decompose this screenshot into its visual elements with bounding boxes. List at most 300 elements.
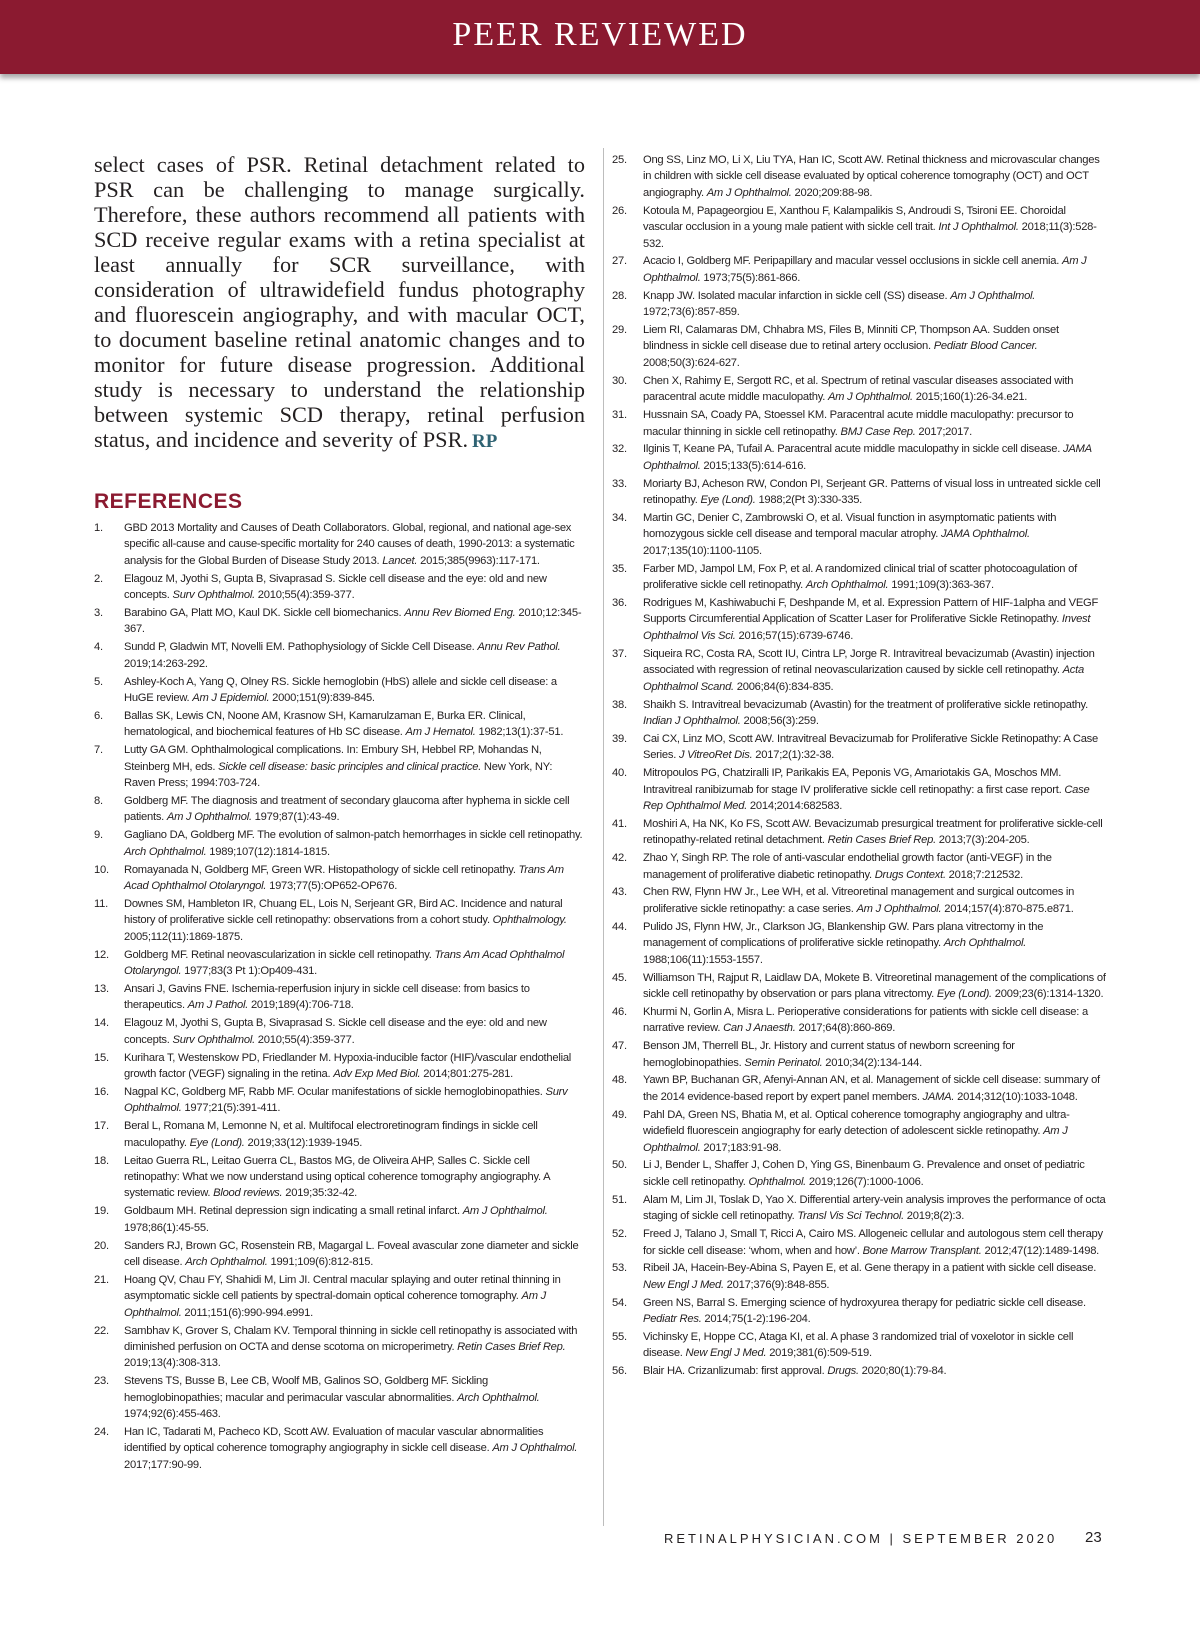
reference-text [643, 512, 1056, 557]
reference-volume: 2019;126(7):1000-1006. [806, 1175, 924, 1188]
reference-text [643, 154, 1100, 199]
reference-volume: 2014;157(4):870-875.e871. [941, 902, 1074, 915]
closing-paragraph-text: select cases of PSR. Retinal detachment related to PSR can be challenging to manage surgically. Therefore, these authors recommend all patients with SCD receive regular exams with a retina specialist at least annually for SCR surveillance, with consideration of ultrawidefield fundus photography and fluorescein angiography, and with macular OCT, to document baseline retinal anatomic changes and to monitor for future disease progression. Additional study is necessary to understand the relationship between systemic SCD therapy, retinal perfusion status, and incidence and severity of PSR. [94, 152, 585, 452]
reference-text [643, 818, 1102, 846]
reference-citation: Nagpal KC, Goldberg MF, Rabb MF. Ocular manifestations of sickle hemoglobinopathies. [124, 1085, 546, 1098]
reference-number: 27. [612, 255, 627, 268]
reference-volume: 2015;160(1):26-34.e21. [912, 391, 1028, 404]
reference-item [612, 561, 1106, 594]
reference-journal: Eye (Lond). [700, 494, 756, 507]
reference-item [612, 884, 1106, 917]
reference-number: 49. [612, 1108, 627, 1121]
reference-number: 35. [612, 562, 627, 575]
reference-text [124, 864, 564, 892]
reference-item [612, 1260, 1106, 1293]
reference-number: 17. [94, 1120, 109, 1133]
reference-text [643, 255, 1086, 283]
reference-journal: Am J Ophthalmol. [166, 811, 252, 824]
reference-journal: Can J Anaesth. [723, 1022, 796, 1035]
reference-item [612, 407, 1106, 440]
reference-volume: 2019;35:32-42. [282, 1187, 358, 1200]
reference-citation: Ilginis T, Keane PA, Tufail A. Paracentral acute middle maculopathy in sickle cell disease. [643, 443, 1063, 456]
reference-text [643, 1365, 946, 1377]
reference-number: 53. [612, 1262, 627, 1275]
reference-journal: BMJ Case Rep. [840, 425, 916, 438]
reference-journal: Surv Ophthalmol. [172, 589, 255, 602]
reference-text [124, 1155, 550, 1200]
reference-list-right [612, 152, 1106, 1380]
reference-journal: Pediatr Res. [643, 1313, 702, 1326]
reference-text [643, 1331, 1073, 1359]
reference-journal: Ophthalmology. [492, 914, 567, 927]
reference-number: 23. [94, 1375, 109, 1388]
reference-volume: 2019;381(6):509-519. [766, 1347, 872, 1360]
reference-number: 6. [94, 709, 103, 722]
column-divider [603, 148, 604, 1526]
reference-citation: Mitropoulos PG, Chatziralli IP, Parikakis EA, Peponis VG, Amariotakis GA, Moschos MM. Intravitreal ranibizumab for stage IV proliferative sickle cell retinopathy: a first case report. [643, 767, 1065, 796]
reference-item [612, 1226, 1106, 1259]
reference-text [124, 607, 581, 635]
reference-journal: Lancet. [382, 554, 418, 567]
reference-text [124, 522, 574, 567]
reference-item [94, 947, 585, 980]
left-column [94, 152, 585, 1475]
reference-citation: Kurihara T, Westenskow PD, Friedlander M. Hypoxia-inducible factor (HIF)/vascular endothelial growth factor (VEGF) signaling in the retina. [124, 1051, 572, 1080]
reference-journal: Am J Ophthalmol. [827, 391, 913, 404]
reference-item [612, 1295, 1106, 1328]
reference-text [643, 1194, 1106, 1222]
reference-volume: 2014;312(10):1033-1048. [954, 1090, 1078, 1103]
reference-volume: 1977;83(3 Pt 1):Op409-431. [181, 965, 318, 978]
reference-text [643, 409, 1073, 437]
reference-number: 51. [612, 1193, 627, 1206]
reference-item [612, 1038, 1106, 1071]
reference-number: 14. [94, 1017, 109, 1030]
reference-volume: 2014;801:275-281. [420, 1068, 513, 1080]
reference-number: 1. [94, 522, 103, 534]
reference-item [94, 793, 585, 826]
reference-citation: Gagliano DA, Goldberg MF. The evolution of salmon-patch hemorrhages in sickle cell retinopathy. [124, 829, 583, 842]
reference-text [643, 1074, 1100, 1102]
reference-text [643, 563, 1077, 591]
reference-citation: Vichinsky E, Hoppe CC, Ataga KI, et al. A phase 3 randomized trial of voxelotor in sickle cell disease. [643, 1331, 1074, 1360]
reference-journal: Am J Ophthalmol. [643, 255, 1087, 284]
reference-journal: Drugs. [827, 1365, 859, 1378]
reference-number: 13. [94, 982, 109, 995]
reference-volume: 1989;107(12):1814-1815. [206, 845, 330, 858]
reference-number: 44. [612, 920, 627, 933]
reference-number: 2. [94, 572, 103, 585]
reference-text [643, 921, 1043, 966]
reference-number: 54. [612, 1296, 627, 1309]
reference-text [643, 443, 1091, 471]
reference-journal: Am J Epidemiol. [192, 692, 270, 705]
reference-citation: Ribeil JA, Hacein-Bey-Abina S, Payen E, et al. Gene therapy in a patient with sickle cell disease. [643, 1262, 1097, 1275]
reference-number: 31. [612, 409, 627, 422]
reference-citation: Elagouz M, Jyothi S, Gupta B, Sivaprasad S. Sickle cell disease and the eye: old and new concepts. [124, 572, 547, 602]
reference-journal: Am J Ophthalmol. [706, 186, 792, 199]
reference-volume: 2017;183:91-98. [700, 1141, 782, 1154]
reference-item [612, 1072, 1106, 1105]
reference-journal: Case Rep Ophthalmol Med. [643, 783, 1090, 812]
reference-item [94, 605, 585, 638]
reference-text [643, 1159, 1085, 1187]
reference-volume: 2020;209:88-98. [791, 186, 873, 199]
reference-journal: Retin Cases Brief Rep. [827, 834, 936, 847]
reference-number: 34. [612, 512, 627, 525]
reference-number: 15. [94, 1051, 109, 1064]
reference-citation: Downes SM, Hambleton IR, Chuang EL, Lois N, Serjeant GR, Bird AC. Incidence and natural history of proliferative sickle cell retinopathy: observations from a cohort study. [124, 897, 563, 927]
reference-citation: Farber MD, Jampol LM, Fox P, et al. A randomized clinical trial of scatter photocoagulation of proliferative sickle cell retinopathy. [643, 562, 1077, 592]
reference-text [124, 676, 557, 704]
reference-number: 38. [612, 698, 627, 711]
reference-citation: Beral L, Romana M, Lemonne N, et al. Multifocal electroretinogram findings in sickle cell maculopathy. [124, 1120, 538, 1149]
reference-item [612, 1363, 1106, 1379]
reference-journal: JAMA. [922, 1090, 955, 1103]
reference-item [612, 510, 1106, 559]
reference-journal: Trans Am Acad Ophthalmol Otolaryngol. [124, 948, 565, 978]
reference-text [124, 983, 530, 1011]
reference-item [94, 708, 585, 741]
end-mark: RP [472, 431, 498, 452]
reference-item [612, 322, 1106, 371]
closing-paragraph [94, 152, 585, 454]
reference-citation: GBD 2013 Mortality and Causes of Death Collaborators. Global, regional, and national age-sex specific all-cause and cause-specific mortality for 240 causes of death, 1990-2013: a systematic analysis for the Global Burden of Disease Study 2013. [124, 522, 575, 567]
reference-citation: Goldberg MF. Retinal neovascularization in sickle cell retinopathy. [124, 948, 435, 961]
reference-item [94, 1323, 585, 1372]
reference-volume: New York, NY: Raven Press; 1994:703-724. [124, 760, 553, 790]
reference-item [94, 1118, 585, 1151]
reference-journal: Surv Ophthalmol. [124, 1085, 568, 1115]
reference-volume: 1988;2(Pt 3):330-335. [755, 494, 863, 507]
reference-volume: 1982;13(1):37-51. [475, 726, 564, 739]
reference-text [643, 733, 1098, 761]
reference-journal: Int J Ophthalmol. [938, 221, 1019, 234]
reference-text [643, 1040, 1015, 1068]
reference-volume: 2008;50(3):624-627. [643, 356, 740, 369]
reference-text [643, 597, 1098, 642]
reference-text [643, 290, 1035, 318]
reference-item [612, 441, 1106, 474]
reference-number: 45. [612, 971, 627, 984]
reference-citation: Williamson TH, Rajput R, Laidlaw DA, Mokete B. Vitreoretinal management of the complications of sickle cell retinopathy by observation or pars plana vitrectomy. [643, 971, 1106, 1000]
reference-journal: Am J Ophthalmol. [492, 1442, 578, 1455]
reference-citation: Goldbaum MH. Retinal depression sign indicating a small retinal infarct. [124, 1205, 463, 1218]
reference-volume: 2019;13(4):308-313. [124, 1357, 221, 1370]
reference-journal: Arch Ophthalmol. [185, 1255, 268, 1268]
reference-item [612, 595, 1106, 644]
reference-journal: Surv Ophthalmol. [172, 1033, 255, 1046]
reference-text [643, 1006, 1088, 1034]
reference-number: 43. [612, 886, 627, 899]
reference-item [94, 1084, 585, 1117]
reference-journal: Am J Ophthalmol. [124, 1290, 547, 1319]
reference-number: 56. [612, 1365, 627, 1378]
reference-number: 25. [612, 154, 627, 166]
reference-journal: Transl Vis Sci Technol. [797, 1210, 904, 1223]
reference-journal: Bone Marrow Transplant. [862, 1244, 982, 1257]
reference-volume: 2012;47(12):1489-1498. [981, 1244, 1100, 1257]
reference-journal: Am J Ophthalmol. [856, 902, 942, 915]
reference-number: 36. [612, 597, 627, 610]
reference-volume: 2010;12:345-367. [124, 607, 582, 636]
reference-citation: Freed J, Talano J, Small T, Ricci A, Cairo MS. Allogeneic cellular and autologous stem cell therapy for sickle cell disease: ‘whom, when and how’. [643, 1228, 1103, 1257]
reference-text [124, 573, 547, 601]
reference-volume: 2018;7:212532. [945, 868, 1023, 881]
reference-number: 18. [94, 1154, 109, 1167]
reference-journal: Blood reviews. [213, 1187, 283, 1200]
reference-text [124, 1274, 561, 1319]
reference-text [124, 795, 569, 823]
reference-text [643, 375, 1073, 403]
reference-journal: Trans Am Acad Ophthalmol Otolaryngol. [124, 863, 564, 893]
reference-volume: 2019;189(4):706-718. [248, 999, 354, 1012]
reference-number: 8. [94, 795, 103, 807]
reference-item [94, 1050, 585, 1083]
reference-citation: Zhao Y, Singh RP. The role of anti-vascular endothelial growth factor (anti-VEGF) in the management of proliferative diabetic retinopathy. [643, 852, 1052, 881]
reference-number: 9. [94, 829, 103, 842]
reference-citation: Shaikh S. Intravitreal bevacizumab (Avastin) for the treatment of proliferative sickle retinopathy. [643, 698, 1088, 711]
reference-citation: Stevens TS, Busse B, Lee CB, Woolf MB, Galinos SO, Goldberg MF. Sickling hemoglobinopathies; macular and perimacular vascular abnormalities. [124, 1375, 488, 1404]
reference-number: 21. [94, 1273, 109, 1286]
reference-volume: 2017;64(8):860-869. [795, 1022, 896, 1035]
reference-volume: 1991;109(3):363-367. [888, 579, 994, 592]
reference-volume: 1978;86(1):45-55. [124, 1221, 209, 1234]
reference-number: 16. [94, 1085, 109, 1098]
reference-journal: JAMA Ophthalmol. [940, 528, 1030, 541]
reference-text [124, 710, 563, 738]
reference-citation: Cai CX, Linz MO, Scott AW. Intravitreal Bevacizumab for Proliferative Sickle Retinopathy: A Case Series. [643, 732, 1098, 762]
reference-citation: Ong SS, Linz MO, Li X, Liu TYA, Han IC, Scott AW. Retinal thickness and microvascular changes in children with sickle cell disease evaluated by optical coherence tomography (OCT) and OCT angiography. [643, 154, 1100, 199]
reference-item [94, 827, 585, 860]
reference-citation: Benson JM, Therrell BL, Jr. History and current status of newborn screening for hemoglobinopathies. [643, 1040, 1015, 1069]
reference-text [124, 1086, 568, 1114]
reference-item [94, 742, 585, 791]
reference-item [94, 1153, 585, 1202]
reference-text [124, 1120, 538, 1148]
reference-volume: 1977;21(5):391-411. [181, 1102, 281, 1115]
reference-volume: 2011;151(6):990-994.e991. [181, 1306, 313, 1319]
reference-citation: Green NS, Barral S. Emerging science of hydroxyurea therapy for pediatric sickle cell disease. [643, 1296, 1086, 1309]
reference-citation: Hussnain SA, Coady PA, Stoessel KM. Paracentral acute middle maculopathy: precursor to macular thinning in sickle cell retinopathy. [643, 409, 1074, 438]
section-title: PEER REVIEWED [452, 16, 748, 53]
reference-citation: Kotoula M, Papageorgiou E, Xanthou F, Kalampalikis S, Androudi S, Tsironi EE. Choroidal vascular occlusion in a young male patient with sickle cell trait. [643, 204, 1066, 234]
reference-text [643, 1262, 1096, 1290]
reference-journal: Eye (Lond). [936, 987, 992, 1000]
reference-item [94, 981, 585, 1014]
reference-volume: 2017;135(10):1100-1105. [643, 544, 762, 557]
reference-journal: J VitreoRet Dis. [678, 749, 753, 762]
reference-number: 3. [94, 607, 103, 620]
reference-citation: Goldberg MF. The diagnosis and treatment of secondary glaucoma after hyphema in sickle cell patients. [124, 795, 570, 824]
reference-item [612, 850, 1106, 883]
reference-journal: Retin Cases Brief Rep. [457, 1341, 566, 1353]
reference-volume: 2018;11(3):528-532. [643, 221, 1097, 250]
reference-number: 29. [612, 324, 627, 337]
reference-journal: Sickle cell disease: basic principles and clinical practice. [218, 760, 482, 773]
reference-text [124, 1325, 577, 1370]
reference-journal: Arch Ophthalmol. [943, 937, 1027, 950]
reference-item [94, 520, 585, 569]
reference-item [94, 862, 585, 895]
reference-item [612, 1107, 1106, 1156]
reference-volume: 2013;7(3):204-205. [935, 834, 1030, 847]
reference-text [124, 949, 564, 977]
reference-volume: 2010;55(4):359-377. [254, 589, 355, 602]
reference-volume: 2000;151(9):839-845. [269, 692, 375, 705]
reference-number: 40. [612, 767, 627, 780]
reference-volume: 2015;133(5):614-616. [700, 459, 807, 472]
footer-site: RETINALPHYSICIAN.COM | SEPTEMBER 2020 [664, 1531, 1058, 1546]
reference-volume: 1988;106(11):1553-1557. [643, 953, 763, 966]
reference-volume: 2014;2014:682583. [747, 799, 843, 812]
reference-text [124, 1426, 577, 1471]
reference-citation: Sambhav K, Grover S, Chalam KV. Temporal thinning in sickle cell retinopathy is associated with diminished perfusion on OCTA and dense scotoma on microperimetry. [124, 1324, 578, 1353]
reference-number: 10. [94, 863, 109, 876]
reference-item [612, 203, 1106, 252]
reference-journal: Am J Ophthalmol. [462, 1205, 548, 1218]
reference-number: 7. [94, 744, 103, 757]
reference-citation: Sundd P, Gladwin MT, Novelli EM. Pathophysiology of Sickle Cell Disease. [124, 641, 478, 654]
reference-journal: Annu Rev Biomed Eng. [404, 607, 516, 620]
reference-volume: 2017;376(9):848-855. [723, 1278, 830, 1291]
reference-number: 32. [612, 443, 627, 456]
reference-item [612, 1192, 1106, 1225]
reference-citation: Hoang QV, Chau FY, Shahidi M, Lim JI. Central macular splaying and outer retinal thinning in asymptomatic sickle cell patients by spectral-domain optical coherence tomography. [124, 1273, 561, 1303]
reference-volume: 1974;92(6):455-463. [124, 1408, 221, 1421]
reference-item [94, 639, 585, 672]
reference-number: 28. [612, 289, 627, 302]
reference-number: 19. [94, 1205, 109, 1218]
reference-number: 12. [94, 948, 109, 961]
reference-item [612, 731, 1106, 764]
reference-volume: 2017;2017. [915, 425, 972, 438]
reference-text [643, 972, 1106, 1000]
reference-journal: Am J Ophthalmol. [950, 289, 1036, 302]
reference-item [94, 571, 585, 604]
reference-citation: Yawn BP, Buchanan GR, Afenyi-Annan AN, et al. Management of sickle cell disease: summary of the 2014 evidence-based report by expert panel members. [643, 1074, 1100, 1103]
reference-citation: Liem RI, Calamaras DM, Chhabra MS, Files B, Minniti CP, Thompson AA. Sudden onset blindness in sickle cell disease due to retinal artery occlusion. [643, 324, 1059, 353]
reference-journal: Am J Pathol. [187, 999, 249, 1012]
reference-citation: Ashley-Koch A, Yang Q, Olney RS. Sickle hemoglobin (HbS) allele and sickle cell disease: a HuGE review. [124, 675, 557, 705]
reference-item [612, 646, 1106, 695]
reference-citation: Moriarty BJ, Acheson RW, Condon PI, Serjeant GR. Patterns of visual loss in untreated sickle cell retinopathy. [643, 477, 1101, 507]
reference-item [612, 1157, 1106, 1190]
reference-citation: Leitao Guerra RL, Leitao Guerra CL, Bastos MG, de Oliveira AHP, Salles C. Sickle cell retinopathy: What we now understand using optical coherence tomography angiography. A systematic review. [124, 1154, 550, 1200]
reference-volume: 2016;57(15):6739-6746. [735, 629, 854, 642]
reference-number: 26. [612, 204, 627, 217]
reference-item [94, 1272, 585, 1321]
reference-text [124, 1052, 571, 1080]
reference-citation: Barabino GA, Platt MO, Kaul DK. Sickle cell biomechanics. [124, 607, 405, 620]
reference-journal: Drugs Context. [874, 868, 946, 881]
reference-number: 37. [612, 647, 627, 660]
reference-volume: 2010;34(2):134-144. [822, 1056, 922, 1069]
reference-volume: 2019;8(2):3. [903, 1210, 965, 1223]
reference-text [643, 648, 1095, 693]
reference-journal: Acta Ophthalmol Scand. [643, 664, 1084, 693]
reference-volume: 2009;23(6):1314-1320. [991, 987, 1104, 1000]
reference-journal: Am J Hematol. [405, 726, 476, 739]
reference-number: 47. [612, 1040, 627, 1053]
reference-citation: Romayanada N, Goldberg MF, Green WR. Histopathology of sickle cell retinopathy. [124, 863, 519, 876]
reference-item [612, 253, 1106, 286]
reference-citation: Han IC, Tadarati M, Pacheco KD, Scott AW. Evaluation of macular vascular abnormalities identified by optical coherence tomography angiography in sickle cell disease. [124, 1426, 544, 1455]
reference-volume: 1991;109(6):812-815. [267, 1255, 374, 1268]
reference-citation: Knapp JW. Isolated macular infarction in sickle cell (SS) disease. [643, 289, 951, 302]
reference-number: 41. [612, 817, 627, 830]
reference-citation: Martin GC, Denier C, Zambrowski O, et al. Visual function in asymptomatic patients with homozygous sickle cell disease and temporal macular atrophy. [643, 512, 1057, 541]
reference-journal: Indian J Ophthalmol. [643, 714, 741, 727]
reference-journal: Pediatr Blood Cancer. [933, 340, 1038, 353]
reference-journal: New Engl J Med. [643, 1278, 724, 1291]
reference-number: 20. [94, 1239, 109, 1252]
reference-item [94, 1424, 585, 1473]
reference-text [124, 1205, 548, 1233]
reference-volume: 1972;73(6):857-859. [643, 306, 740, 319]
reference-list-left [94, 520, 585, 1473]
reference-citation: Ballas SK, Lewis CN, Noone AM, Krasnow SH, Kamarulzaman E, Burka ER. Clinical, hematological, and biochemical features of Hb SC disease. [124, 709, 526, 739]
reference-number: 4. [94, 641, 103, 654]
reference-item [94, 1373, 585, 1422]
reference-item [612, 816, 1106, 849]
reference-number: 46. [612, 1005, 627, 1018]
reference-text [124, 744, 552, 789]
reference-text [643, 852, 1052, 880]
reference-citation: Acacio I, Goldberg MF. Peripapillary and macular vessel occlusions in sickle cell anemia. [643, 255, 1062, 268]
reference-item [94, 674, 585, 707]
right-column [612, 152, 1106, 1381]
reference-journal: Annu Rev Pathol. [477, 641, 561, 654]
reference-journal: Adv Exp Med Biol. [333, 1068, 421, 1080]
reference-volume: 2017;177:90-99. [124, 1458, 202, 1471]
reference-journal: Arch Ophthalmol. [457, 1391, 540, 1404]
reference-item [612, 765, 1106, 814]
reference-citation: Chen X, Rahimy E, Sergott RC, et al. Spectrum of retinal vascular diseases associated with paracentral acute middle maculopathy. [643, 374, 1074, 404]
reference-text [124, 829, 582, 857]
reference-citation: Blair HA. Crizanlizumab: first approval. [643, 1365, 828, 1378]
reference-volume: 2014;75(1-2):196-204. [701, 1313, 811, 1326]
reference-item [94, 1015, 585, 1048]
reference-volume: 2005;112(11):1869-1875. [124, 930, 243, 943]
reference-number: 30. [612, 374, 627, 387]
reference-journal: Am J Ophthalmol. [643, 1125, 1068, 1154]
reference-volume: 1979;87(1):43-49. [251, 811, 340, 824]
reference-text [124, 1017, 547, 1045]
reference-citation: Sanders RJ, Brown GC, Rosenstein RB, Magargal L. Foveal avascular zone diameter and sickle cell disease. [124, 1239, 579, 1268]
reference-journal: Invest Ophthalmol Vis Sci. [643, 613, 1091, 642]
reference-text [124, 1240, 578, 1268]
reference-number: 11. [94, 897, 108, 910]
reference-item [612, 919, 1106, 968]
reference-number: 24. [94, 1426, 109, 1439]
reference-text [124, 641, 560, 669]
reference-citation: Chen RW, Flynn HW Jr., Lee WH, et al. Vitreoretinal management and surgical outcomes in proliferative sickle retinopathy: a case series. [643, 886, 1075, 915]
reference-journal: JAMA Ophthalmol. [643, 443, 1092, 472]
reference-citation: Moshiri A, Ha NK, Ko FS, Scott AW. Bevacizumab presurgical treatment for proliferative sickle-cell retinopathy-related retinal detachment. [643, 817, 1103, 847]
reference-journal: Ophthalmol. [748, 1175, 807, 1188]
reference-item [94, 1203, 585, 1236]
reference-number: 39. [612, 732, 627, 745]
reference-citation: Khurmi N, Gorlin A, Misra L. Perioperative considerations for patients with sickle cell disease: a narrative review. [643, 1005, 1088, 1035]
reference-citation: Pulido JS, Flynn HW, Jr., Clarkson JG, Blankenship GW. Pars plana vitrectomy in the management of complications of proliferative sickle retinopathy. [643, 920, 1044, 950]
reference-number: 50. [612, 1159, 627, 1172]
reference-volume: 2015;385(9963):117-171. [417, 554, 540, 567]
reference-item [612, 697, 1106, 730]
reference-citation: Li J, Bender L, Shaffer J, Cohen D, Ying GS, Binenbaum G. Prevalence and onset of pediatric sickle cell retinopathy. [643, 1159, 1085, 1188]
reference-volume: 2019;14:263-292. [124, 657, 208, 670]
references-heading: REFERENCES [94, 490, 243, 513]
